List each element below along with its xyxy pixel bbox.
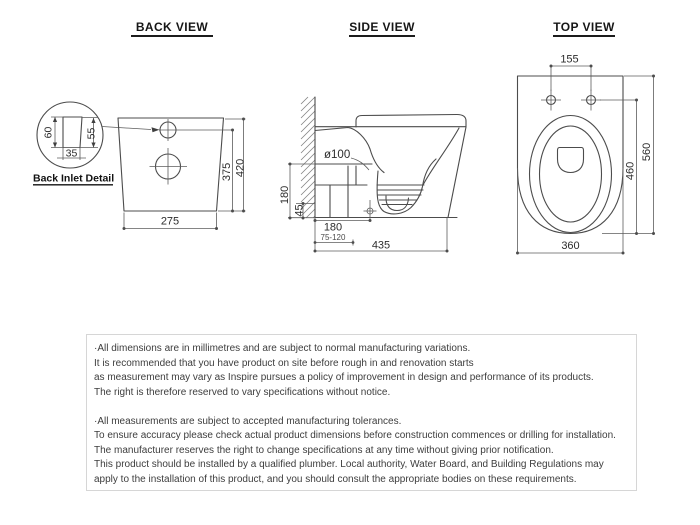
detail-leader-line — [102, 127, 151, 130]
water-lines — [377, 185, 424, 211]
dim-side-45: 45 — [293, 204, 306, 217]
back-view-pan-outline — [118, 118, 224, 211]
top-view-dim-markers — [516, 65, 655, 255]
back-inlet-detail-label: Back Inlet Detail — [33, 172, 115, 185]
side-view-title: SIDE VIEW — [349, 20, 415, 37]
pan-rear-taper — [448, 127, 466, 218]
bowl-opening — [540, 126, 602, 222]
dim-side-180-horizontal: 180 — [323, 221, 343, 234]
dim-top-155: 155 — [560, 53, 579, 66]
dim-inlet-width-35: 35 — [65, 147, 78, 160]
detail-leader-arrowhead — [152, 127, 160, 132]
disclaimer-box — [86, 334, 637, 491]
dim-back-420: 420 — [234, 158, 247, 178]
paragraph-gap — [94, 400, 636, 415]
dim-side-inlet-diameter: ø100 — [324, 149, 351, 161]
cistern-lid-profile — [356, 115, 466, 128]
dim-inlet-height-60: 60 — [42, 126, 55, 139]
top-view-drawing — [516, 54, 655, 255]
flush-water-spot — [558, 148, 584, 173]
dim-top-560: 560 — [641, 142, 653, 162]
disclaimer-line: ·All dimensions are in millimetres and are subject to normal manufacturing variations. — [94, 343, 471, 354]
disclaimer-line: apply to the installation of this product, and you should consult the appropriate bodies on these requirements. — [94, 473, 577, 485]
outlet-pipe-lines — [315, 164, 372, 218]
wall-hatching — [301, 97, 315, 218]
dim-back-275: 275 — [160, 215, 180, 228]
disclaimer-line: To ensure accuracy please check actual product dimensions before construction commences or drilling for installation. — [94, 430, 616, 441]
dim-side-180-vertical: 180 — [279, 185, 291, 205]
dim-top-360: 360 — [561, 240, 580, 252]
disclaimer-line: This product should be installed by a qualified plumber. Local authority, Water Board, and Building Regulations may — [94, 459, 604, 470]
top-view-title: TOP VIEW — [553, 20, 615, 37]
dim-top-460: 460 — [624, 161, 637, 181]
dim-side-435: 435 — [371, 239, 391, 252]
dim-side-75-120: 75-120 — [320, 233, 346, 242]
side-view-drawing — [279, 97, 466, 253]
back-view-title: BACK VIEW — [131, 20, 213, 37]
drain-centre-mark — [364, 200, 377, 222]
seat-fixing-holes — [541, 90, 601, 111]
bowl-back-curve — [423, 128, 459, 185]
back-inlet-shape — [63, 117, 82, 148]
seat-outer-ring — [530, 116, 612, 233]
disclaimer-line: as measurement may vary as Inspire pursues a policy of improvement in design and performance of its products. — [94, 372, 594, 383]
back-view-drawing — [33, 102, 247, 230]
dim-back-375: 375 — [221, 162, 233, 182]
disclaimer-line: ·All measurements are subject to accepted manufacturing tolerances. — [94, 415, 402, 427]
dim-inlet-height-55: 55 — [85, 127, 98, 140]
top-view-dimension-lines — [518, 66, 655, 254]
disclaimer-line: It is recommended that you have product on site before rough in and renovation starts — [94, 357, 474, 369]
disclaimer-line: The manufacturer reserves the right to change specifications at any time without giving prior notification. — [94, 444, 554, 456]
disclaimer-line: The right is therefore reserved to vary specifications without notice. — [94, 386, 391, 398]
